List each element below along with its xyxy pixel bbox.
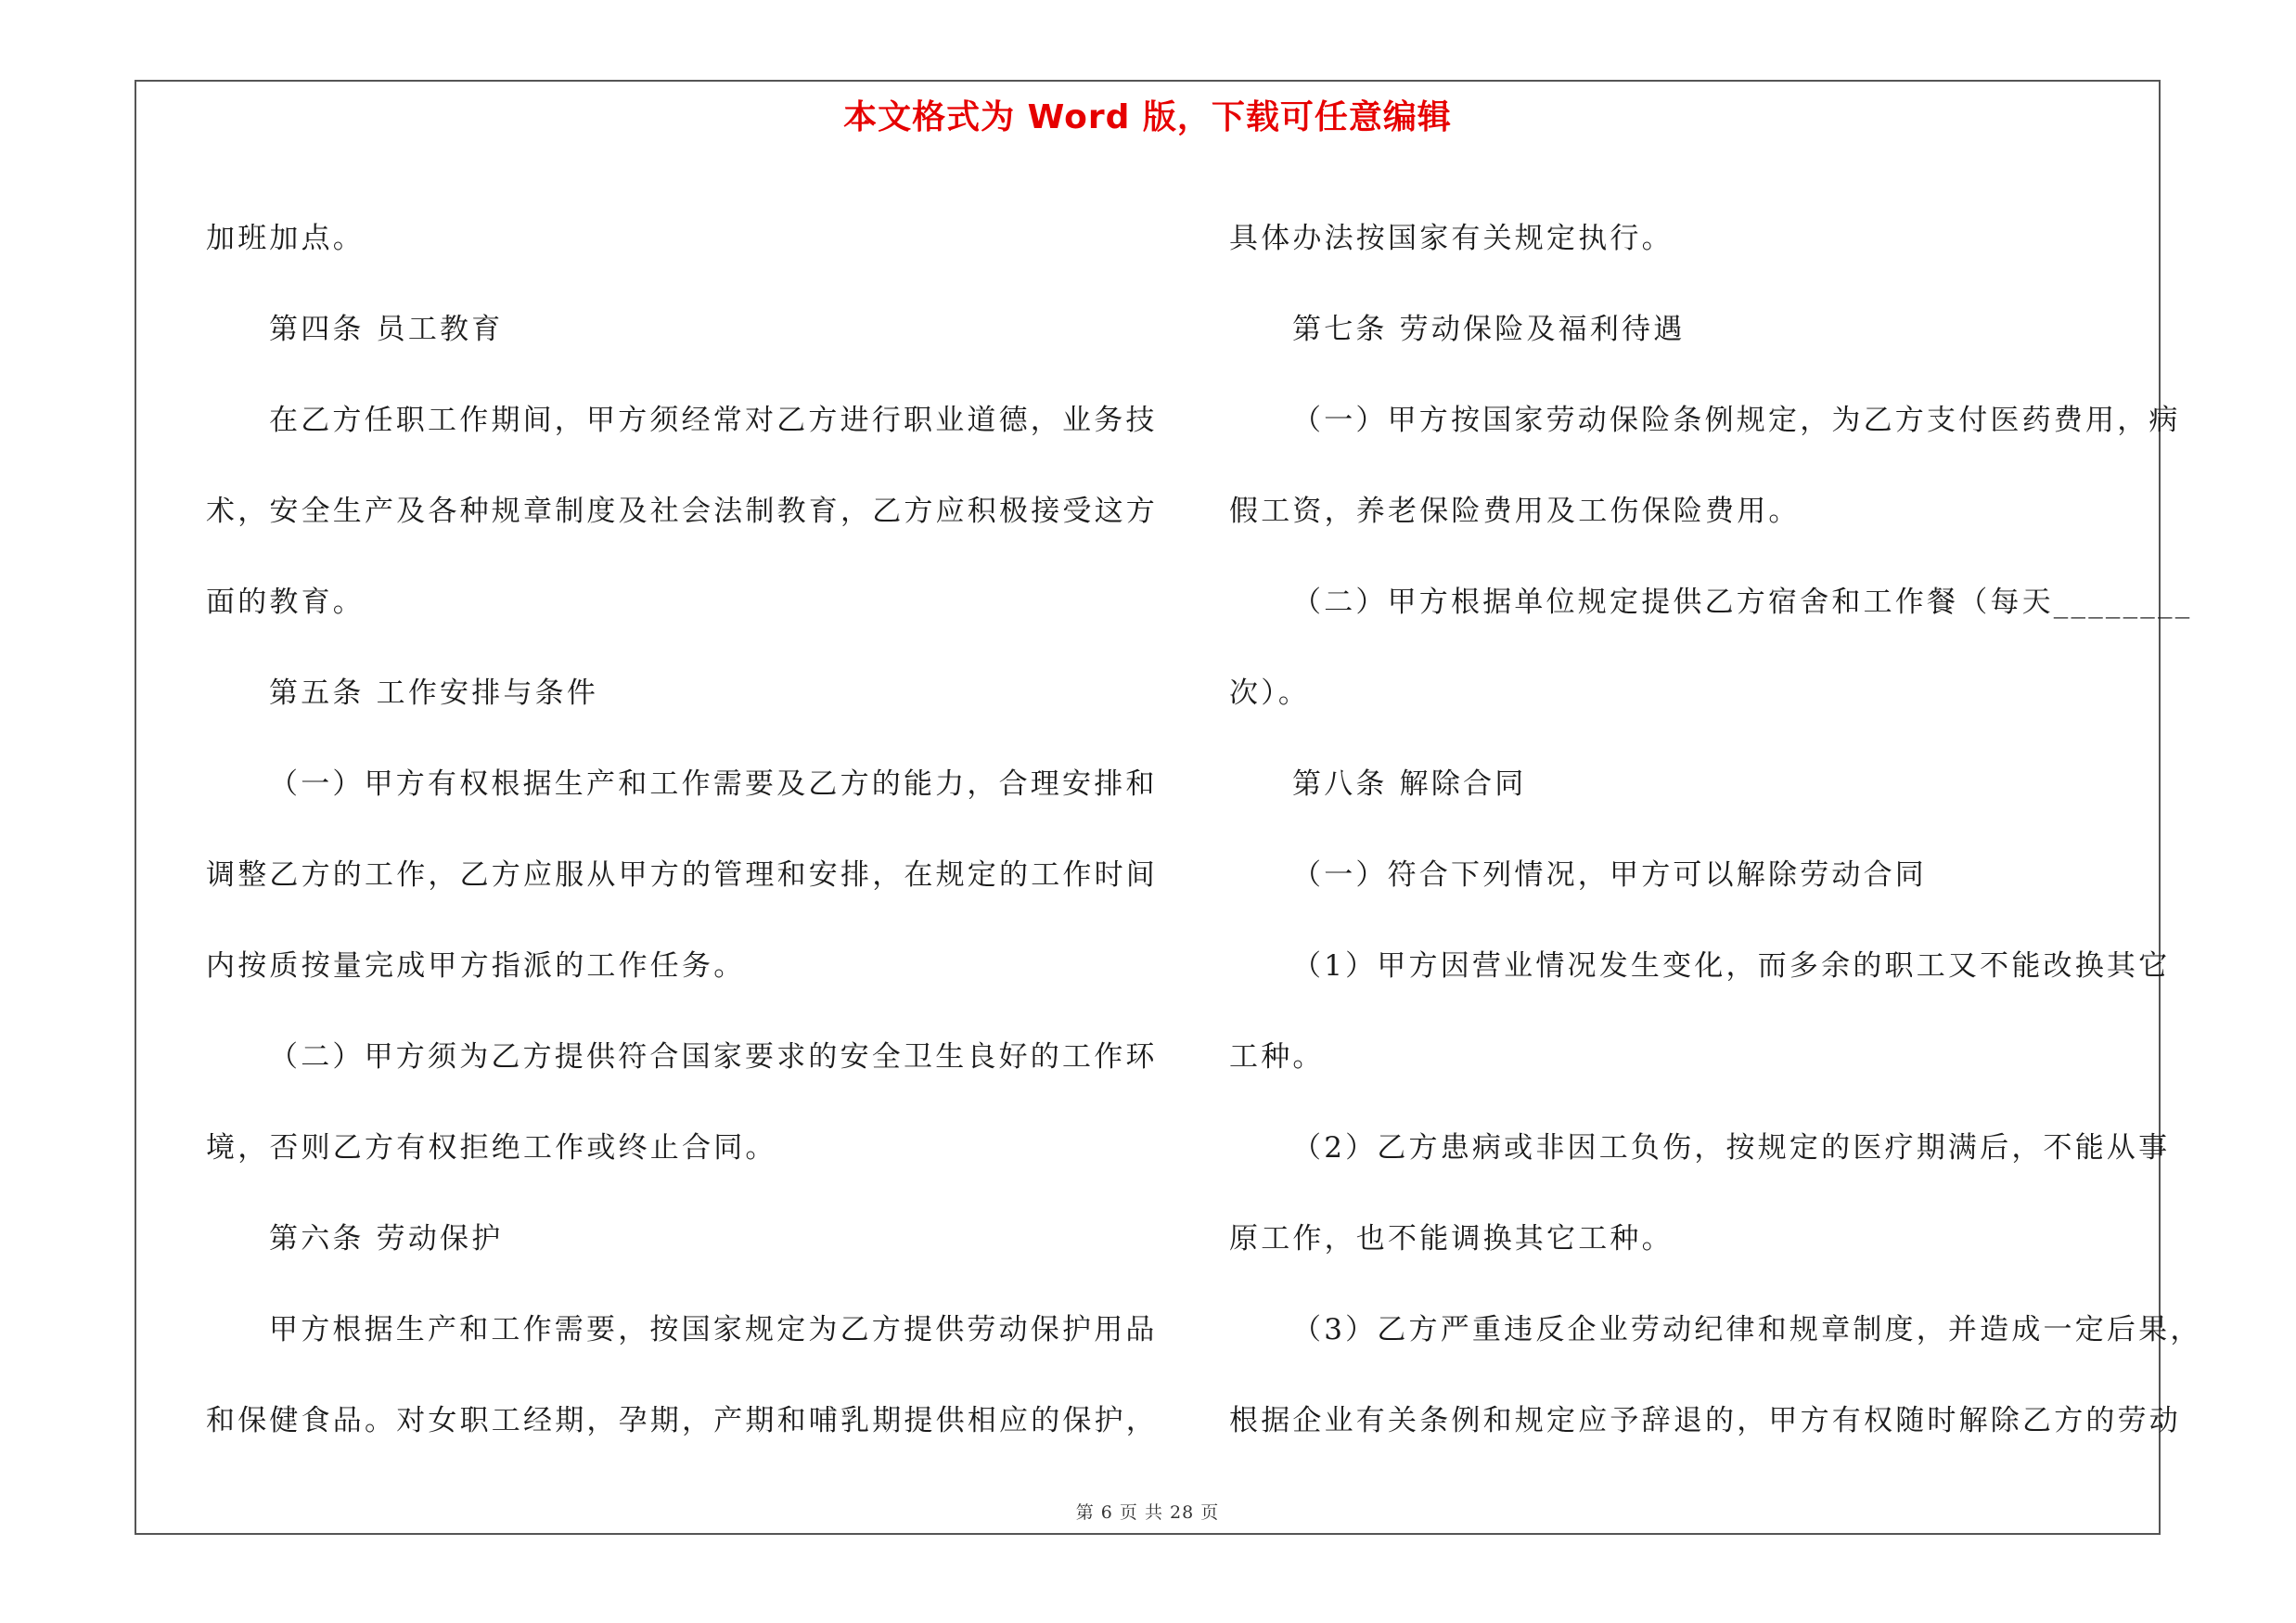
text-line: 次）。 — [1229, 676, 1311, 710]
page-number-footer: 第 6 页 共 28 页 — [1075, 1502, 1220, 1523]
text-line: 加班加点。 — [206, 222, 365, 255]
text-line: 调整乙方的工作，乙方应服从甲方的管理和安排，在规定的工作时间 — [206, 858, 1158, 892]
text-line: 假工资，养老保险费用及工伤保险费用。 — [1229, 495, 1801, 528]
right-column — [1229, 193, 2202, 1466]
text-line: 和保健食品。对女职工经期，孕期，产期和哺乳期提供相应的保护， — [206, 1404, 1158, 1437]
text-line: 工种。 — [1229, 1040, 1325, 1074]
text-line: （二）甲方根据单位规定提供乙方宿舍和工作餐（每天________ — [1292, 586, 2193, 619]
left-column — [206, 193, 1158, 1466]
text-line: （1）甲方因营业情况发生变化，而多余的职工又不能改换其它 — [1292, 949, 2171, 983]
section-heading-5: 第五条 工作安排与条件 — [269, 676, 599, 710]
text-line: （二）甲方须为乙方提供符合国家要求的安全卫生良好的工作环 — [269, 1040, 1158, 1074]
text-line: 甲方根据生产和工作需要，按国家规定为乙方提供劳动保护用品 — [269, 1313, 1158, 1346]
text-line: 原工作，也不能调换其它工种。 — [1229, 1222, 1674, 1256]
section-heading-6: 第六条 劳动保护 — [269, 1222, 504, 1256]
text-line: （2）乙方患病或非因工负伤，按规定的医疗期满后，不能从事 — [1292, 1131, 2171, 1165]
word-format-banner: 本文格式为 Word 版，下载可任意编辑 — [843, 98, 1452, 136]
section-heading-8: 第八条 解除合同 — [1292, 767, 1527, 801]
text-line: （一）甲方有权根据生产和工作需要及乙方的能力，合理安排和 — [269, 767, 1158, 801]
section-heading-4: 第四条 员工教育 — [269, 313, 504, 346]
text-line: 面的教育。 — [206, 586, 365, 619]
text-line: （一）符合下列情况，甲方可以解除劳动合同 — [1292, 858, 1927, 892]
text-line: 具体办法按国家有关规定执行。 — [1229, 222, 1674, 255]
text-line: 境，否则乙方有权拒绝工作或终止合同。 — [206, 1131, 777, 1165]
page-frame — [135, 80, 2202, 1535]
text-line: 内按质按量完成甲方指派的工作任务。 — [206, 949, 746, 983]
text-line: （一）甲方按国家劳动保险条例规定，为乙方支付医药费用，病 — [1292, 404, 2181, 437]
text-line: 在乙方任职工作期间，甲方须经常对乙方进行职业道德，业务技 — [269, 404, 1158, 437]
section-heading-7: 第七条 劳动保险及福利待遇 — [1292, 313, 1686, 346]
text-line: 术，安全生产及各种规章制度及社会法制教育，乙方应积极接受这方 — [206, 495, 1158, 528]
text-line: 根据企业有关条例和规定应予辞退的，甲方有权随时解除乙方的劳动 — [1229, 1404, 2181, 1437]
text-line: （3）乙方严重违反企业劳动纪律和规章制度，并造成一定后果， — [1292, 1313, 2202, 1346]
